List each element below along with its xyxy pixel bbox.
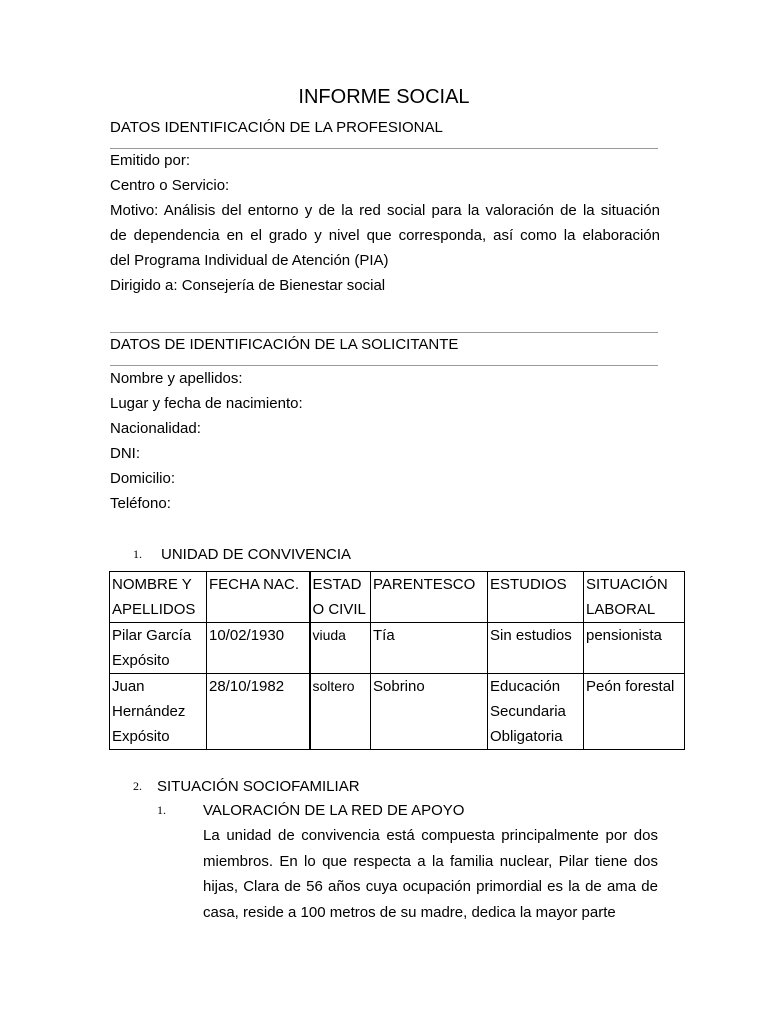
field-nombre: Nombre y apellidos: <box>110 370 243 387</box>
header-parentesco: PARENTESCO <box>371 572 488 623</box>
document-title: INFORME SOCIAL <box>298 86 470 108</box>
list-number: 1. <box>133 547 142 561</box>
cell-fecha: 10/02/1930 <box>207 623 310 674</box>
convivencia-table <box>109 571 685 750</box>
section-heading-sociofamiliar: SITUACIÓN SOCIOFAMILIAR <box>157 778 360 795</box>
cell-parentesco: Tía <box>371 623 488 674</box>
cell-situacion: pensionista <box>584 623 685 674</box>
field-dirigido: Dirigido a: Consejería de Bienestar social <box>110 277 386 294</box>
field-emitido: Emitido por: <box>110 152 191 169</box>
field-motivo-line-1: Motivo: Análisis del entorno y de la red social para la valoración de la situación <box>110 202 660 219</box>
cell-estudios: Sin estudios <box>488 623 584 674</box>
header-estudios: ESTUDIOS <box>488 572 584 623</box>
section-heading-unidad: UNIDAD DE CONVIVENCIA <box>161 546 352 563</box>
cell-estudios: Educación Secundaria Obligatoria <box>488 674 584 750</box>
cell-estado: soltero <box>310 674 371 750</box>
field-motivo-line-3: del Programa Individual de Atención (PIA) <box>110 252 389 269</box>
field-nacionalidad: Nacionalidad: <box>110 420 201 437</box>
field-dni: DNI: <box>110 445 140 462</box>
cell-parentesco: Sobrino <box>371 674 488 750</box>
list-number: 2. <box>133 779 142 793</box>
table-header-row <box>110 572 685 623</box>
field-lugar-fecha: Lugar y fecha de nacimiento: <box>110 395 303 412</box>
cell-estado: viuda <box>310 623 371 674</box>
header-fecha: FECHA NAC. <box>207 572 310 623</box>
field-motivo-line-2: de dependencia en el grado y nivel que corresponda, así como la elaboración <box>110 227 660 244</box>
header-estado: ESTADO CIVIL <box>310 572 371 623</box>
field-centro: Centro o Servicio: <box>110 177 230 194</box>
header-situacion: SITUACIÓN LABORAL <box>584 572 685 623</box>
header-nombre: NOMBRE Y APELLIDOS <box>110 572 207 623</box>
table-row <box>110 623 685 674</box>
field-telefono: Teléfono: <box>110 495 171 512</box>
cell-situacion: Peón forestal <box>584 674 685 750</box>
subsection-heading-red-apoyo: VALORACIÓN DE LA RED DE APOYO <box>203 802 465 819</box>
field-domicilio: Domicilio: <box>110 470 176 487</box>
section-heading-profesional: DATOS IDENTIFICACIÓN DE LA PROFESIONAL <box>110 119 443 136</box>
list-number: 1. <box>157 803 166 817</box>
cell-fecha: 28/10/1982 <box>207 674 310 750</box>
table-row <box>110 674 685 750</box>
cell-nombre: Juan Hernández Expósito <box>110 674 207 750</box>
body-paragraph: La unidad de convivencia está compuesta principalmente por dos miembros. En lo que respecta a la familia nuclear, Pilar tiene dos hijas, Clara de 56 años cuya ocupación primordial es la de ama de casa, reside a 100 metros de su madre, dedica la mayor parte <box>203 827 658 921</box>
section-heading-solicitante: DATOS DE IDENTIFICACIÓN DE LA SOLICITANTE <box>110 336 459 353</box>
cell-nombre: Pilar García Expósito <box>110 623 207 674</box>
